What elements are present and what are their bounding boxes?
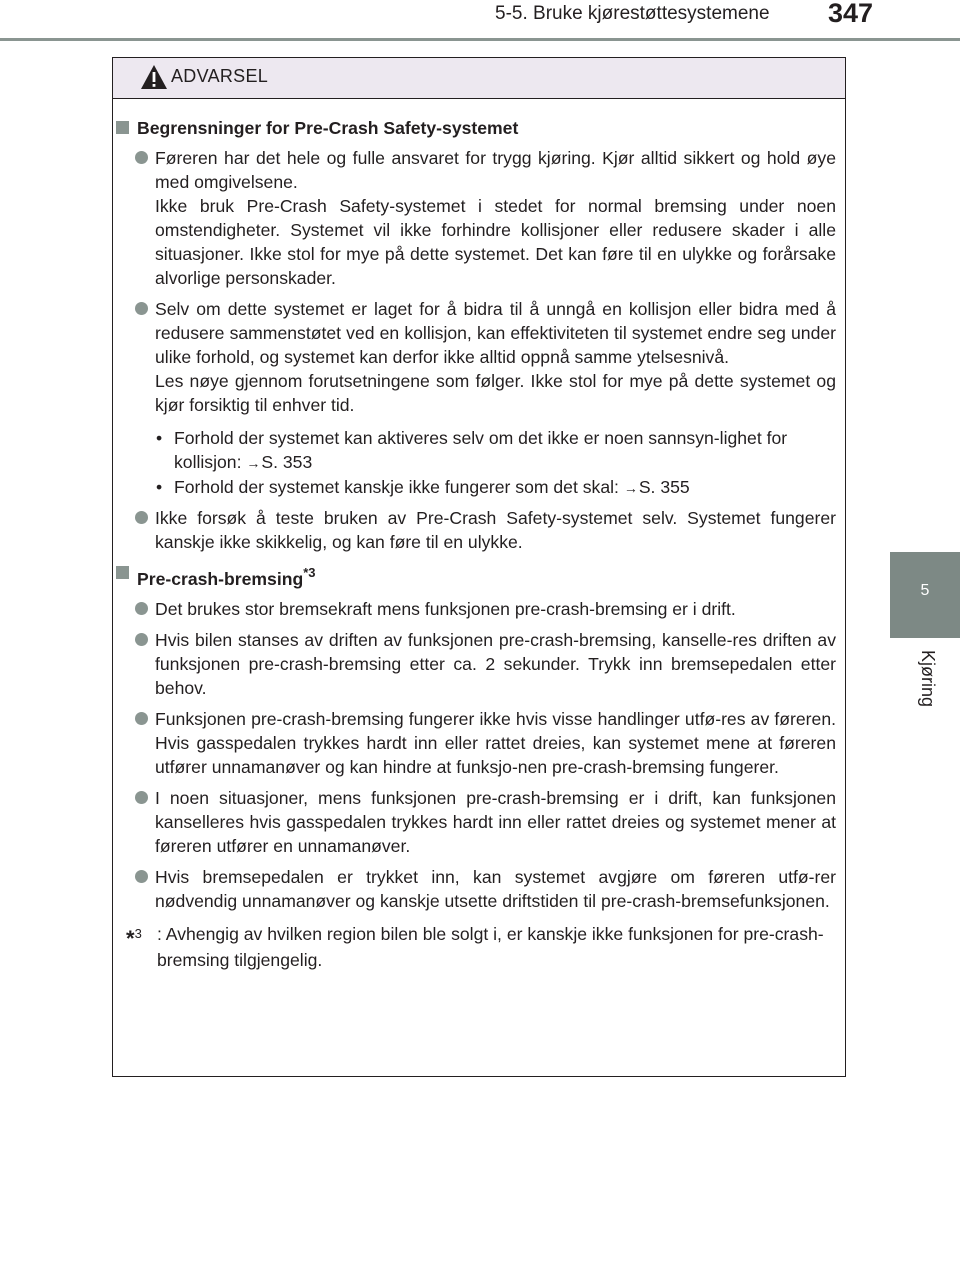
warning-box: [112, 57, 846, 1077]
page-number: 347: [828, 0, 874, 28]
round-bullet-icon: [135, 712, 148, 725]
chapter-tab: [890, 552, 960, 638]
list-item: Hvis bremsepedalen er trykket inn, kan systemet avgjøre om føreren utfø-rer nødvendig unnamanøver og kanskje utsette driftstiden til pre-crash-bremsefunksjonen.: [113, 865, 844, 913]
round-bullet-icon: [135, 870, 148, 883]
section-title: 5-5. Bruke kjørestøttesystemene: [495, 3, 770, 24]
footnote-marker: *3: [303, 565, 316, 580]
arrow-right-icon: →: [623, 480, 638, 496]
chapter-label-area: [890, 638, 960, 728]
list-item: Det brukes stor bremsekraft mens funksjonen pre-crash-bremsing er i drift.: [113, 597, 844, 621]
round-bullet-icon: [135, 633, 148, 646]
footnote-mark: *$^3$: [126, 926, 142, 951]
list-item: I noen situasjoner, mens funksjonen pre-crash-bremsing er i drift, kan funksjonen kanselleres hvis gasspedalen trykkes hardt inn eller rattet dreies og systemet mener at føreren utfører en unnamanøver.: [113, 786, 844, 858]
sub-list-item: • Forhold der systemet kanskje ikke fungerer som det skal: →S. 355: [113, 475, 844, 500]
sub-list-item: • Forhold der systemet kan aktiveres selv om det ikke er noen sannsyn-lighet for kollisjon: →S. 353: [113, 426, 844, 475]
page-reference-link[interactable]: S. 353: [261, 452, 313, 472]
warning-triangle-icon: [140, 64, 168, 90]
round-bullet-icon: [135, 302, 148, 315]
dot-bullet-icon: •: [156, 428, 163, 448]
list-item: Selv om dette systemet er laget for å bidra til å unngå en kollisjon eller bidra med å redusere sammenstøtet ved en kollisjon, kan effektiviteten til systemet endre seg under ulike forhold, og systemet kan derfor ikke alltid oppnå samme ytelsesnivå. Les nøye gjennom forutsetningene som følger. Ikke stol for mye på dette systemet og kjør forsiktig til enhver tid.: [113, 297, 844, 417]
list-item: Hvis bilen stanses av driften av funksjonen pre-crash-bremsing, kanselle-res driften av funksjonen pre-crash-bremsing etter ca. 2 sekunder. Trykk inn bremsepedalen etter behov.: [113, 628, 844, 700]
page-reference-link[interactable]: S. 355: [638, 477, 690, 497]
square-bullet-icon: [116, 121, 129, 134]
list-item: Funksjonen pre-crash-bremsing fungerer ikke hvis visse handlinger utfø-res av føreren. Hvis gasspedalen trykkes hardt inn eller rattet dreies, kan systemet mene at føreren utfører unnamanøver og kan hindre at funksjo-nen pre-crash-bremsing fungerer.: [113, 707, 844, 779]
square-bullet-icon: [116, 566, 129, 579]
section-heading-limitations: Begrensninger for Pre-Crash Safety-systemet: [113, 116, 844, 140]
dot-bullet-icon: •: [156, 477, 163, 497]
warning-content: [113, 116, 844, 973]
section-heading-pre-crash-braking: Pre-crash-bremsing$^{*3}$: [113, 561, 844, 591]
arrow-right-icon: →: [246, 455, 261, 471]
warning-title: ADVARSEL: [171, 66, 269, 86]
footnote: *$^3$ : Avhengig av hvilken region bilen ble solgt i, er kanskje ikke funksjonen for pre-crash-bremsing tilgjengelig.: [113, 921, 844, 973]
chapter-label: Kjøring: [918, 650, 938, 708]
chapter-number: 5: [920, 582, 930, 599]
warning-header: [113, 58, 845, 99]
list-item: Føreren har det hele og fulle ansvaret for trygg kjøring. Kjør alltid sikkert og hold øye med omgivelsene. Ikke bruk Pre-Crash Safety-systemet i stedet for normal bremsing under noen omstendigheter. Systemet vil ikke forhindre kollisjoner eller redusere skader i alle situasjoner. Ikke stol for mye på dette systemet. Det kan føre til en ulykke og forårsake alvorlige personskader.: [113, 146, 844, 290]
round-bullet-icon: [135, 791, 148, 804]
round-bullet-icon: [135, 151, 148, 164]
list-item: Ikke forsøk å teste bruken av Pre-Crash Safety-systemet selv. Systemet fungerer kanskje ikke skikkelig, og kan føre til en ulykke.: [113, 506, 844, 554]
header-rule: [0, 38, 960, 41]
round-bullet-icon: [135, 511, 148, 524]
round-bullet-icon: [135, 602, 148, 615]
